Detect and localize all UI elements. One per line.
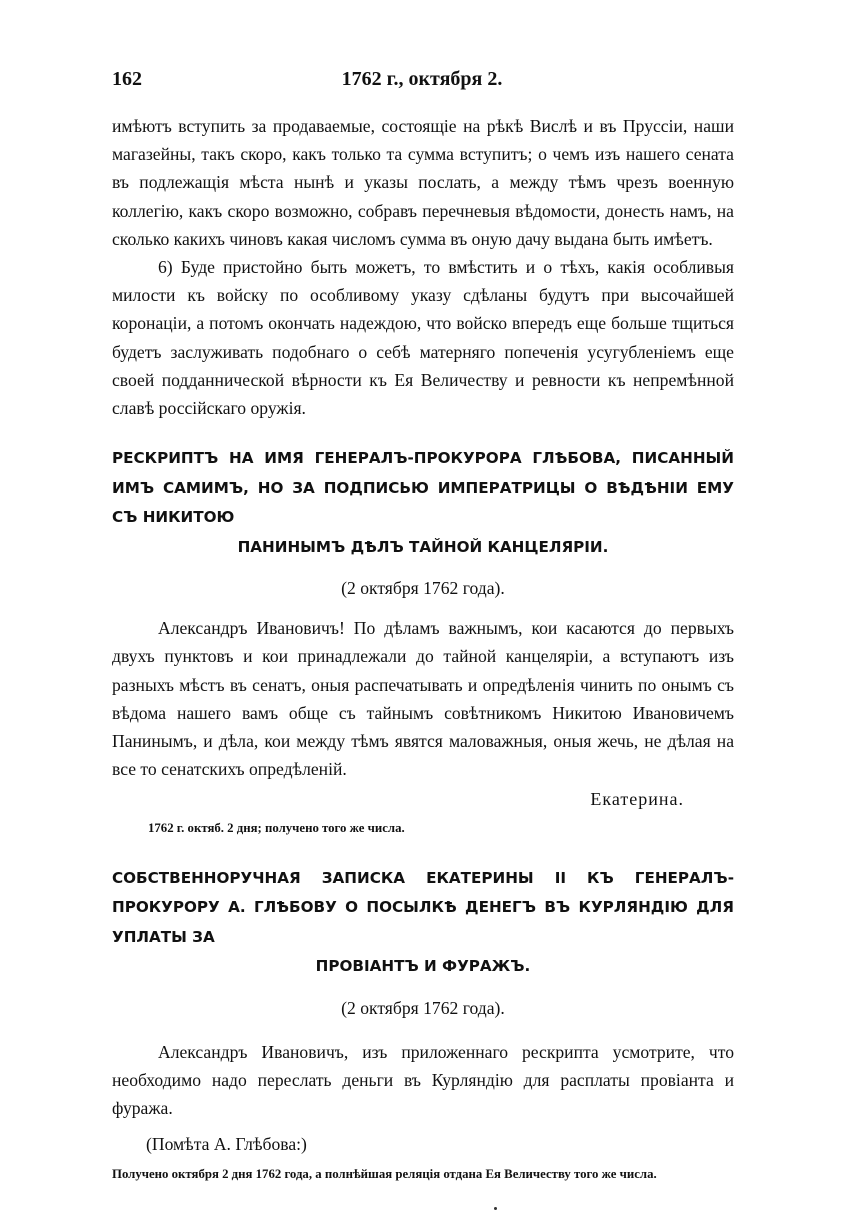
rescript-date: (2 октября 1762 года). — [341, 578, 505, 599]
continuation-paragraph: имѣютъ вступить за продаваемые, состоящіе на рѣкѣ Вислѣ и въ Пруссіи, наши магазейны, такъ скоро, какъ только та сумма вступитъ; о чемъ изъ нашего сената въ подлежащія мѣста нынѣ и указы послать, а между тѣмъ чрезъ военную коллегію, какъ скоро возможно, собравъ перечневыя вѣдомости, донесть намъ, на сколько какихъ чиновъ какая числомъ сумма въ оную дачу выдана быть имѣетъ. — [112, 116, 734, 249]
rescript-heading — [112, 444, 734, 562]
signature: Екатерина. — [590, 789, 684, 810]
receipt-note: 1762 г. октяб. 2 дня; получено того же числа. — [148, 820, 405, 835]
page-body — [112, 112, 734, 1184]
memo-text: Александръ Ивановичъ, изъ приложеннаго рескрипта усмотрите, что необходимо надо переслать деньги въ Курляндію для расплаты провіанта и фуража. — [112, 1041, 734, 1119]
print-speck — [494, 1207, 497, 1210]
memo-heading-last: ПРОВІАНТЪ И ФУРАЖЪ. — [315, 957, 531, 976]
page-header — [112, 68, 732, 98]
rescript-heading-last: ПАНИНЫМЪ ДѢЛЪ ТАЙНОЙ КАНЦЕЛЯРІИ. — [237, 537, 609, 556]
annotation-text: Получено октября 2 дня 1762 года, а полнѣйшая реляція отдана Ея Величеству того же числа. — [112, 1167, 657, 1182]
rescript-heading-main: РЕСКРИПТЪ НА ИМЯ ГЕНЕРАЛЪ-ПРОКУРОРА ГЛѢБОВА, ПИСАННЫЙ ИМЪ САМИМЪ, НО ЗА ПОДПИСЬЮ ИМПЕРАТРИЦЫ О ВѢДѢНІИ ЕМУ СЪ НИКИТОЮ — [112, 449, 734, 527]
memo-heading — [112, 864, 734, 982]
memo-heading-main: СОБСТВЕННОРУЧНАЯ ЗАПИСКА ЕКАТЕРИНЫ II КЪ ГЕНЕРАЛЪ-ПРОКУРОРУ А. ГЛѢБОВУ О ПОСЫЛКѢ ДЕНЕГЪ ВЪ КУРЛЯНДІЮ ДЛЯ УПЛАТЫ ЗА — [112, 868, 734, 946]
point-6-paragraph: 6) Буде пристойно быть можетъ, то вмѣстить и о тѣхъ, какія особливыя милости къ войску по особливому указу сдѣланы будутъ при высочайшей коронаціи, а потомъ окончать надеждою, что войско впередъ еще больше тщиться будетъ заслуживать подобнаго о себѣ матерняго попеченія усугубленіемъ еще своей подданнической вѣрности къ Ея Величеству и ревности къ непремѣнной славѣ россійскаго оружія. — [112, 257, 734, 419]
page-number: 162 — [112, 68, 142, 90]
rescript-text: Александръ Ивановичъ! По дѣламъ важнымъ, кои касаются до первыхъ двухъ пунктовъ и кои принадлежали до тайной канцеляріи, а вступаютъ изъ разныхъ мѣстъ въ сенатъ, оныя распечатывать и опредѣленія чинить по онымъ съ вѣдома нашего вамъ обще съ тайнымъ совѣтникомъ Никитою Ивановичемъ Панинымъ, и дѣла, кои между тѣмъ явятся маловажныя, оныя жечь, не дѣлая на все то сенатскихъ опредѣленій. — [112, 618, 734, 780]
running-title: 1762 г., октября 2. — [341, 68, 503, 90]
memo-date: (2 октября 1762 года). — [341, 997, 505, 1018]
annotation-label: (Помѣта А. Глѣбова:) — [146, 1134, 307, 1155]
